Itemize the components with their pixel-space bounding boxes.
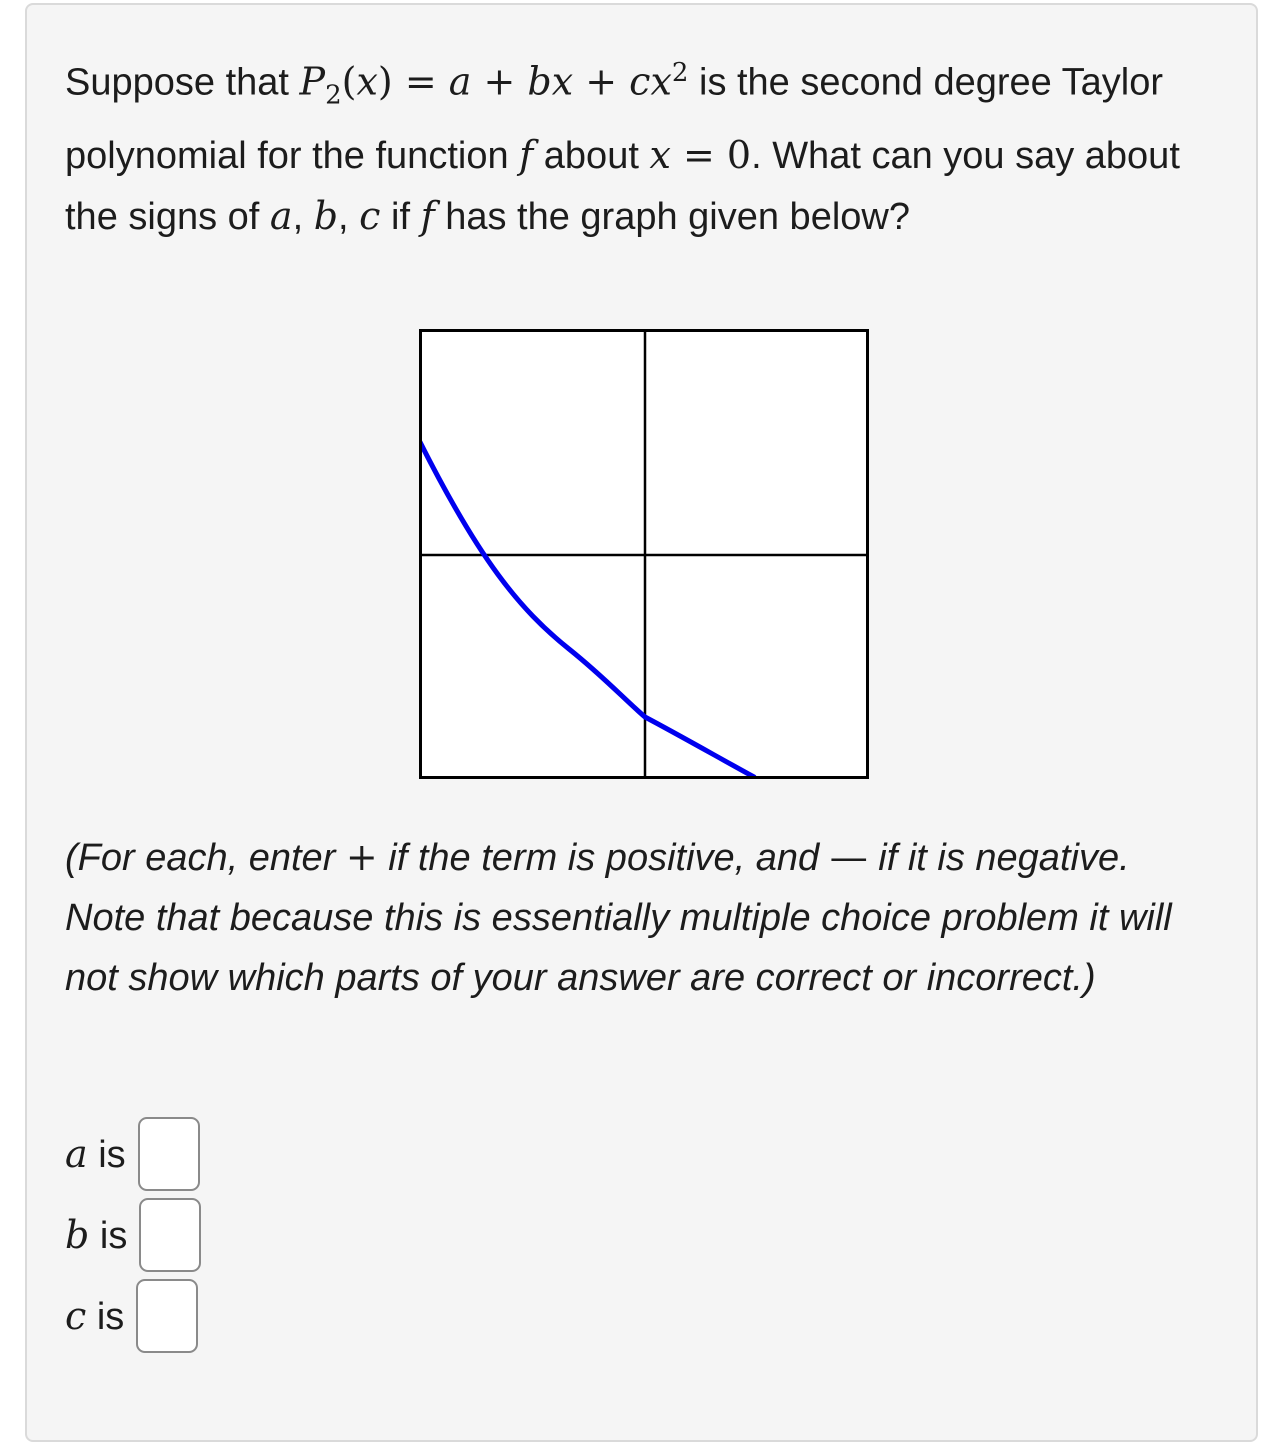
math-paren: ( — [341, 59, 357, 104]
math-f: f — [420, 194, 435, 239]
math-a: a — [269, 194, 293, 239]
answer-row-b — [65, 1198, 201, 1272]
math-b: b — [65, 1212, 90, 1257]
answer-input-b[interactable] — [139, 1198, 201, 1272]
math-a: a — [448, 59, 472, 104]
math-p: P — [299, 59, 326, 104]
label-suffix: is — [86, 1295, 125, 1338]
question-text — [65, 43, 1205, 247]
question-part: , — [292, 196, 314, 239]
question-part: about — [533, 135, 650, 178]
math-b: b — [527, 59, 552, 104]
math-c: c — [629, 59, 651, 104]
note-part: (For each, enter — [65, 837, 346, 879]
instruction-note — [65, 827, 1215, 1008]
note-part: if it is negative. Note that because this is essentially multiple choice problem it will not show which parts of your answer are correct or incorrect.) — [65, 837, 1172, 999]
function-graph — [419, 329, 869, 779]
math-equals: = — [670, 133, 727, 178]
math-superscript: 2 — [671, 58, 689, 88]
answer-row-c — [65, 1279, 198, 1353]
math-x: x — [356, 59, 378, 104]
math-c: c — [65, 1293, 87, 1338]
math-zero: 0 — [726, 133, 752, 178]
question-part: , — [338, 196, 360, 239]
plus-symbol: + — [345, 835, 378, 879]
math-a: a — [65, 1131, 88, 1176]
answer-input-a[interactable] — [138, 1117, 200, 1191]
answer-row-a — [65, 1117, 200, 1191]
math-c: c — [359, 194, 381, 239]
question-part: Suppose that — [65, 61, 300, 104]
question-part: has the graph given below? — [434, 196, 910, 239]
math-plus: + — [573, 59, 630, 104]
answer-label-c — [65, 1294, 124, 1339]
question-part: . What can you say about the signs of — [65, 135, 1180, 239]
math-f: f — [519, 133, 534, 178]
problem-card — [25, 3, 1258, 1442]
math-plus: + — [471, 59, 528, 104]
question-part: if — [380, 196, 421, 239]
question-part: is the second degree Taylor polynomial for the function — [65, 61, 1164, 178]
answer-input-c[interactable] — [136, 1279, 198, 1353]
math-equals: = — [392, 59, 449, 104]
answer-label-b — [65, 1213, 127, 1258]
math-x: x — [650, 59, 672, 104]
note-part: if the term is positive, and — [377, 837, 830, 879]
label-suffix: is — [87, 1133, 126, 1176]
math-x: x — [551, 59, 574, 104]
label-suffix: is — [89, 1214, 128, 1257]
minus-symbol: — — [829, 835, 868, 879]
math-subscript: 2 — [325, 80, 342, 111]
math-b: b — [313, 194, 339, 239]
math-paren: ) — [377, 59, 393, 104]
math-x: x — [649, 133, 671, 178]
answer-label-a — [65, 1132, 126, 1177]
